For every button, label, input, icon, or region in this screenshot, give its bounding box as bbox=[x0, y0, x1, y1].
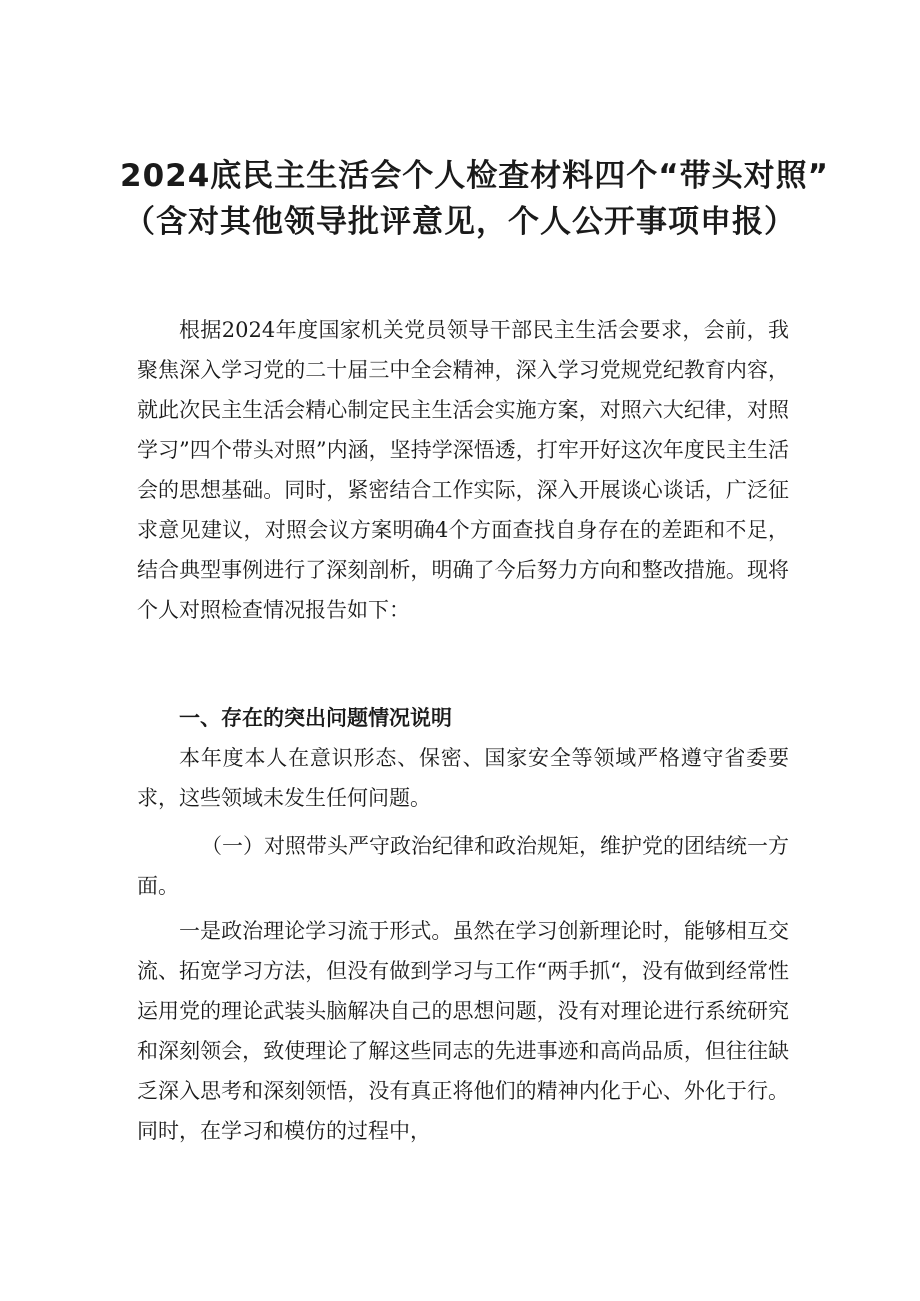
intro-paragraph: 根据2024年度国家机关党员领导干部民主生活会要求，会前，我聚焦深入学习党的二十届三中全会精神，深入学习党规党纪教育内容，就此次民主生活会精心制定民主生活会实施方案，对照六大纪律，对照学习”四个带头对照”内涵，坚持学深悟透，打牢开好这次年度民主生活会的思想基础。同时，紧密结合工作实际，深入开展谈心谈话，广泛征求意见建议，对照会议方案明确4个方面查找自身存在的差距和不足，结合典型事例进行了深刻剖析，明确了今后努力方向和整改措施。现将个人对照检查情况报告如下： bbox=[137, 318, 789, 622]
subsection-heading-1: （一）对照带头严守政治纪律和政治规矩，维护党的团结统一方面。 bbox=[137, 834, 789, 898]
document-title-line2: （含对其他领导批评意见，个人公开事项申报） bbox=[124, 204, 796, 240]
subsection-1-paragraph: 一是政治理论学习流于形式。虽然在学习创新理论时，能够相互交流、拓宽学习方法，但没有做到学习与工作“两手抓“，没有做到经常性运用党的理论武装头脑解决自己的思想问题，没有对理论进行系统研究和深刻领会，致使理论了解这些同志的先进事迹和高尚品质，但往往缺乏深入思考和深刻领悟，没有真正将他们的精神内化于心、外化于行。同时，在学习和模仿的过程中， bbox=[137, 919, 789, 1143]
section-1-paragraph: 本年度本人在意识形态、保密、国家安全等领域严格遵守省委要求，这些领域未发生任何问题。 bbox=[137, 746, 789, 810]
section-heading-1: 一、存在的突出问题情况说明 bbox=[179, 706, 452, 730]
document-title-line1: 2024底民主生活会个人检查材料四个“带头对照” bbox=[120, 158, 830, 194]
